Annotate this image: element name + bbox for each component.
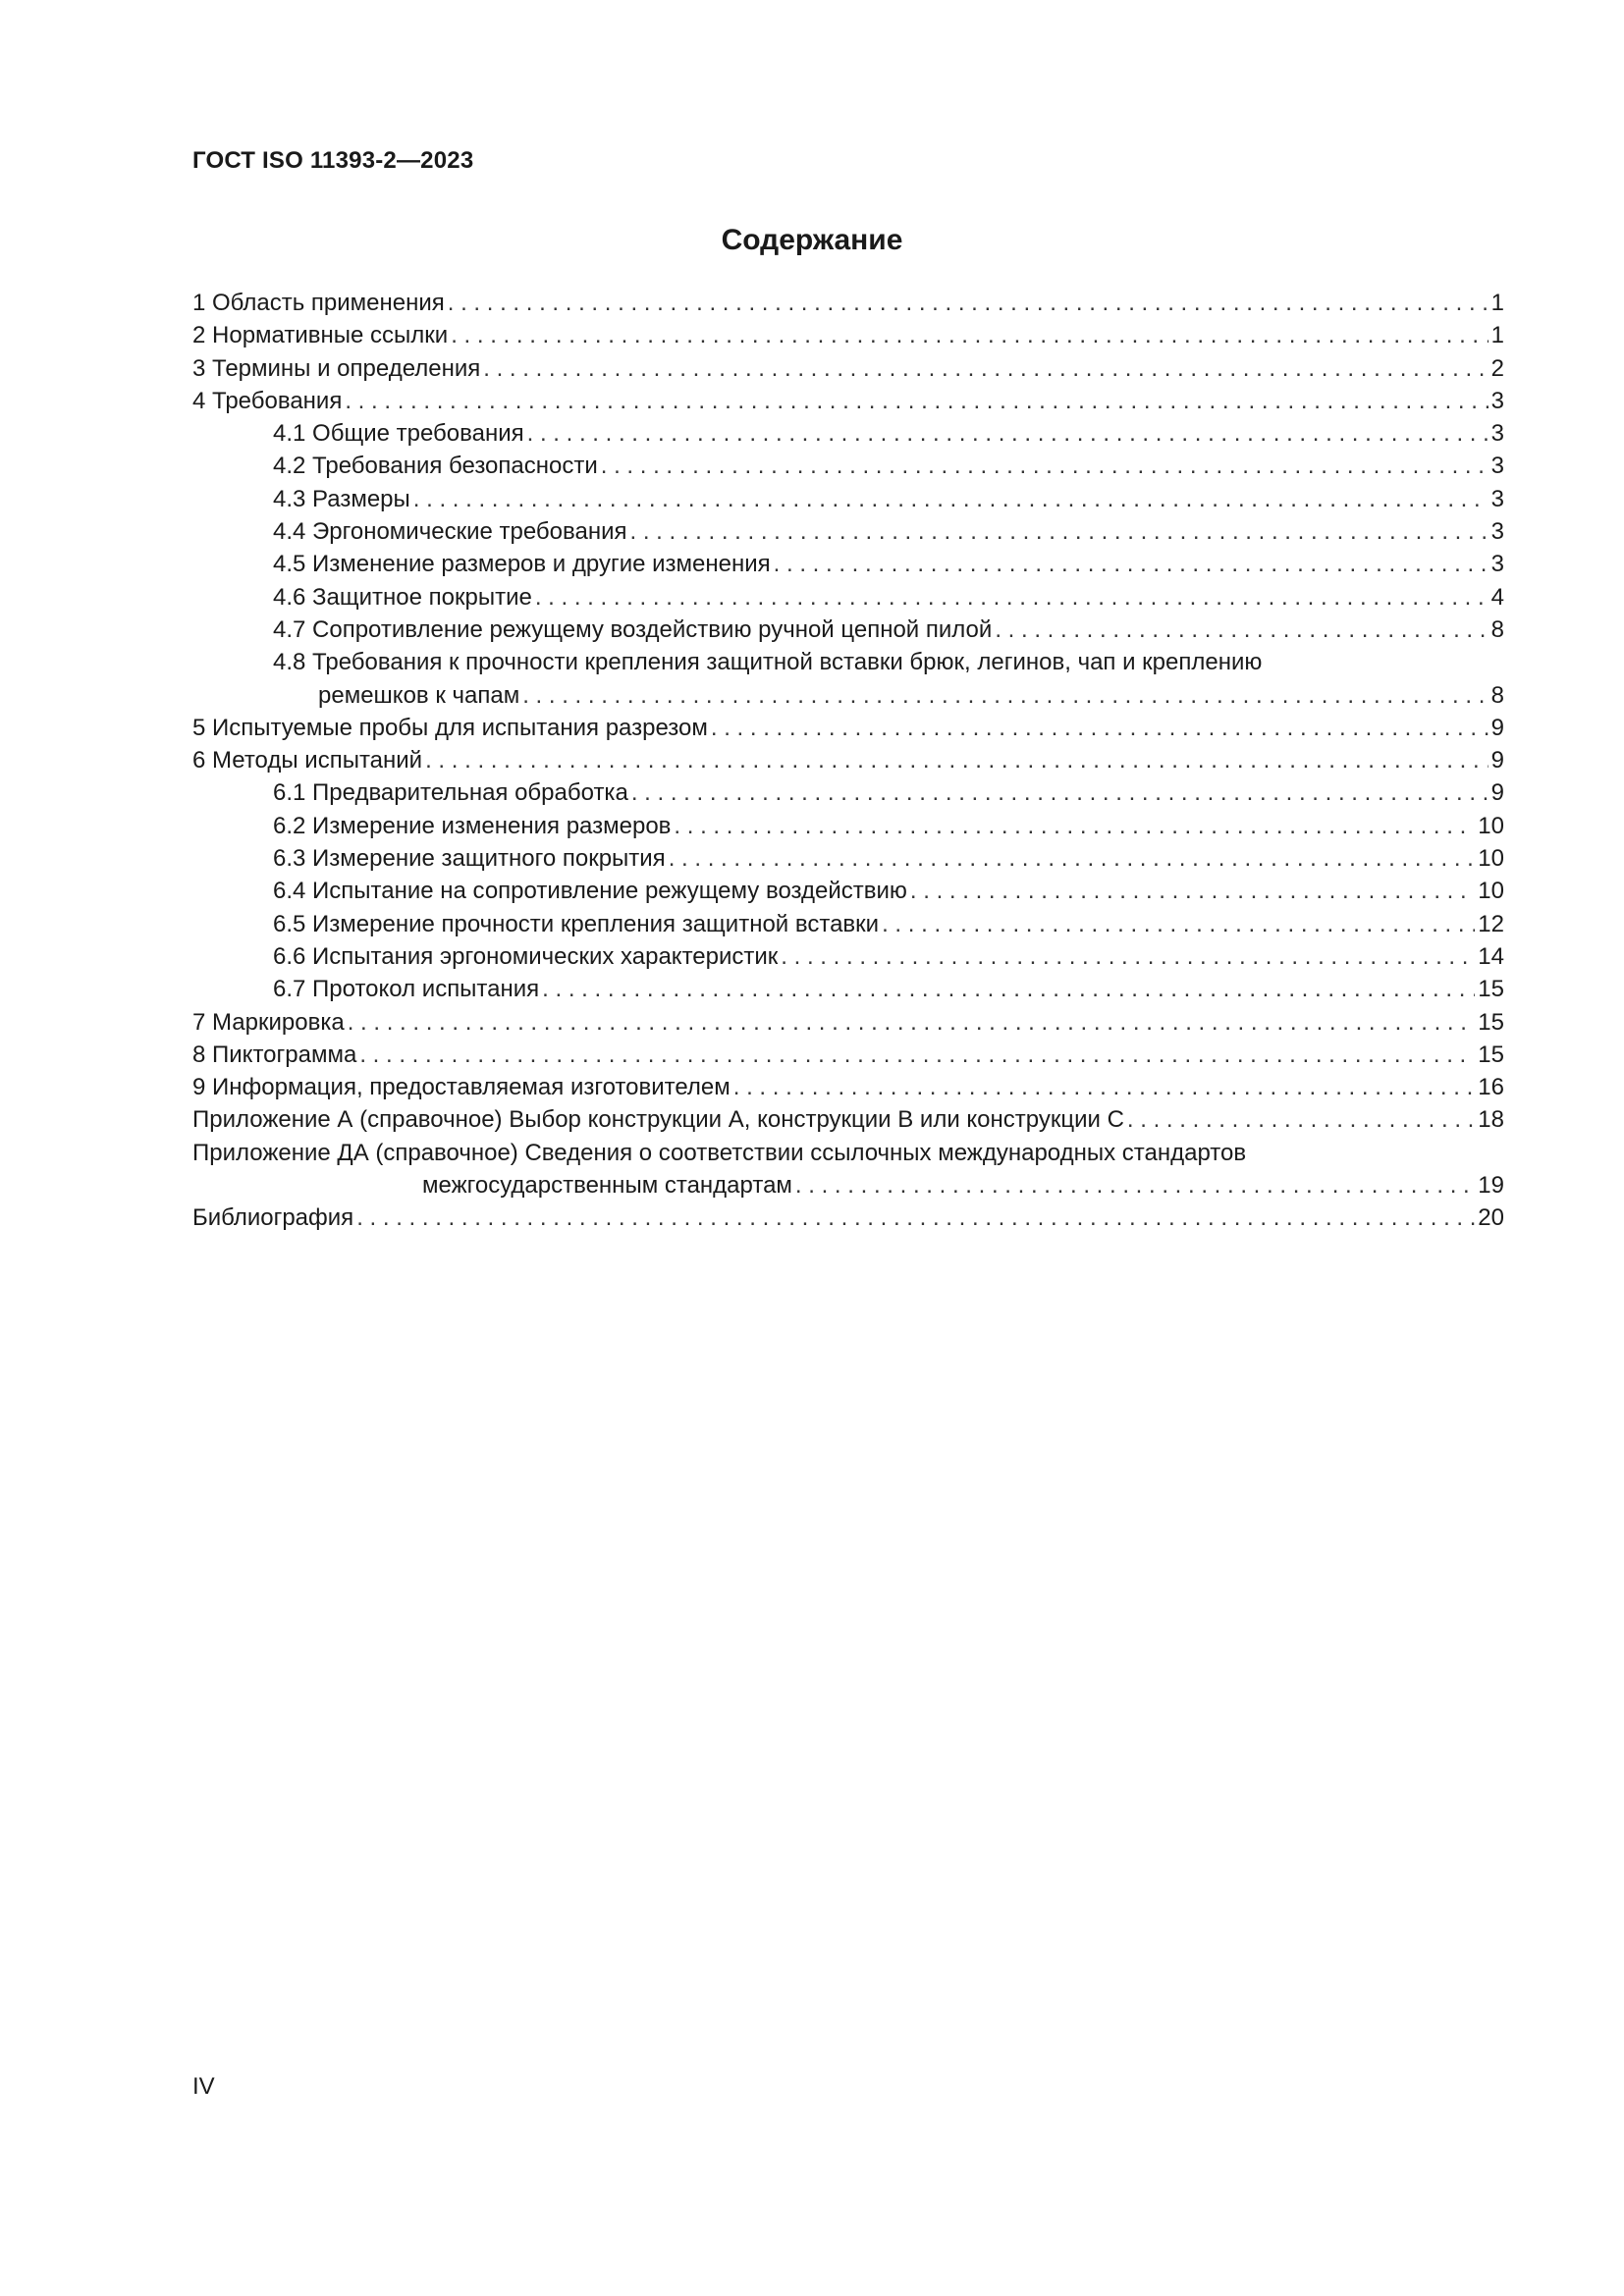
toc-entry-page: 15 [1478, 976, 1504, 1003]
toc-entry[interactable] [192, 450, 1504, 482]
toc-entry[interactable] [192, 1103, 1504, 1136]
toc-entry[interactable] [192, 614, 1504, 646]
toc-leader-dots [631, 776, 1489, 809]
toc-entry-label: 4.3 Размеры [273, 485, 410, 512]
toc-leader-dots [542, 973, 1475, 1005]
toc-entry-page: 3 [1490, 420, 1504, 448]
toc-entry-label: 6 Методы испытаний [192, 747, 423, 774]
toc-entry-page: 10 [1478, 878, 1504, 905]
toc-leader-dots [774, 548, 1489, 580]
toc-entry-label: 4 Требования [192, 387, 343, 414]
toc-entry[interactable] [192, 417, 1504, 450]
toc-title: Содержание [721, 224, 903, 256]
toc-entry-page: 3 [1490, 453, 1504, 480]
toc-entry-page: 2 [1490, 354, 1504, 382]
toc-entry-label: 5 Испытуемые пробы для испытания разрезом [192, 714, 708, 741]
toc-entry-continuation [273, 679, 1504, 712]
toc-entry-label: Приложение А (справочное) Выбор конструкции А, конструкции В или конструкции С [192, 1106, 1124, 1134]
toc-entry-label: 6.5 Измерение прочности крепления защитной вставки [273, 910, 880, 937]
toc-entry[interactable] [192, 973, 1504, 1005]
toc-entry-page: 9 [1490, 747, 1504, 774]
toc-entry[interactable] [192, 810, 1504, 842]
toc-entry-page: 14 [1478, 942, 1504, 970]
toc-leader-dots [425, 744, 1489, 776]
toc-leader-dots [669, 842, 1476, 875]
toc-entry-label: 2 Нормативные ссылки [192, 322, 449, 349]
toc-entry[interactable] [192, 712, 1504, 744]
toc-leader-dots [413, 483, 1489, 515]
toc-entry-page: 3 [1490, 551, 1504, 578]
toc-entry-page: 10 [1478, 812, 1504, 839]
toc-entry-label: Приложение ДА (справочное) Сведения о соответствии ссылочных международных стандартов [192, 1139, 1247, 1166]
toc-leader-dots [601, 450, 1489, 482]
toc-leader-dots [483, 352, 1488, 385]
toc-entry-page: 10 [1478, 845, 1504, 873]
toc-entry[interactable] [192, 548, 1504, 580]
toc-entry-label: 4.5 Изменение размеров и другие изменения [273, 551, 771, 578]
toc-entry-label: Библиография [192, 1204, 354, 1232]
toc-entry[interactable] [192, 842, 1504, 875]
toc-leader-dots [356, 1201, 1475, 1234]
toc-entry[interactable] [192, 483, 1504, 515]
toc-leader-dots [448, 287, 1489, 319]
toc-entry-page: 16 [1478, 1074, 1504, 1101]
toc-entry-label: 4.7 Сопротивление режущему воздействию ручной цепной пилой [273, 615, 993, 643]
toc-leader-dots [359, 1039, 1475, 1071]
toc-entry-label-cont: межгосударственным стандартам [422, 1172, 792, 1200]
toc-entry-page: 8 [1490, 615, 1504, 643]
toc-entry[interactable] [192, 319, 1504, 351]
toc-entry-label: 4.2 Требования безопасности [273, 453, 598, 480]
toc-leader-dots [345, 385, 1488, 417]
toc-entry-label: 1 Область применения [192, 290, 445, 316]
toc-entry-page: 12 [1478, 910, 1504, 937]
toc-entry-label: 6.6 Испытания эргономических характеристик [273, 942, 779, 970]
toc-leader-dots [781, 940, 1475, 973]
toc-entry-page: 4 [1490, 583, 1504, 611]
toc-leader-dots [1127, 1103, 1475, 1136]
toc-entry[interactable] [192, 1071, 1504, 1103]
toc-entry[interactable] [192, 515, 1504, 548]
toc-entry-label: 3 Термины и определения [192, 354, 481, 382]
toc-entry[interactable] [192, 1201, 1504, 1234]
toc-leader-dots [522, 679, 1488, 712]
toc-entry-label: 4.1 Общие требования [273, 420, 524, 448]
toc-entry[interactable] [192, 776, 1504, 809]
toc-entry-page: 20 [1478, 1204, 1504, 1232]
toc-leader-dots [882, 908, 1475, 940]
toc-entry-page: 15 [1478, 1041, 1504, 1068]
toc-entry[interactable] [192, 875, 1504, 907]
toc-entry-page: 9 [1490, 779, 1504, 807]
toc-entry-page: 19 [1478, 1172, 1504, 1200]
toc-entry-label: 8 Пиктограмма [192, 1041, 357, 1068]
toc-leader-dots [674, 810, 1475, 842]
toc-entry-page: 3 [1490, 387, 1504, 414]
toc-entry-label-cont: ремешков к чапам [318, 681, 520, 709]
document-id: ГОСТ ISO 11393-2—2023 [192, 147, 474, 174]
toc-entry[interactable] [192, 385, 1504, 417]
toc-entry-label: 6.4 Испытание на сопротивление режущему воздействию [273, 878, 907, 905]
toc-entry-page: 18 [1478, 1106, 1504, 1134]
page-number: IV [192, 2073, 215, 2100]
toc-entry-page: 3 [1490, 518, 1504, 546]
toc-entry[interactable] [192, 646, 1504, 712]
toc-entry-label: 6.1 Предварительная обработка [273, 779, 628, 807]
toc-entry-page: 8 [1490, 681, 1504, 709]
toc-entry[interactable] [192, 744, 1504, 776]
toc-leader-dots [535, 581, 1489, 614]
toc-entry[interactable] [192, 352, 1504, 385]
toc-entry[interactable] [192, 940, 1504, 973]
toc-entry-page: 3 [1490, 485, 1504, 512]
toc-entry-continuation [192, 1169, 1504, 1201]
toc-entry-page: 15 [1478, 1008, 1504, 1036]
toc-leader-dots [910, 875, 1475, 907]
toc-leader-dots [451, 319, 1488, 351]
toc-entry[interactable] [192, 287, 1504, 319]
toc-entry-label: 4.8 Требования к прочности крепления защитной вставки брюк, легинов, чап и креплению [273, 649, 1263, 676]
toc-entry-label: 9 Информация, предоставляемая изготовителем [192, 1074, 731, 1101]
toc-leader-dots [795, 1169, 1475, 1201]
toc-leader-dots [527, 417, 1489, 450]
toc-entry[interactable] [192, 1006, 1504, 1039]
toc-entry-page: 1 [1490, 322, 1504, 349]
toc-entry[interactable] [192, 581, 1504, 614]
toc-leader-dots [711, 712, 1489, 744]
toc-entry-label: 6.2 Измерение изменения размеров [273, 812, 672, 839]
toc-entry-label: 4.6 Защитное покрытие [273, 583, 532, 611]
toc-entry-page: 9 [1490, 714, 1504, 741]
toc-entry-label: 6.3 Измерение защитного покрытия [273, 845, 666, 873]
toc-entry-label: 6.7 Протокол испытания [273, 976, 540, 1003]
toc-entry[interactable] [192, 1039, 1504, 1071]
toc-leader-dots [348, 1006, 1476, 1039]
table-of-contents [192, 287, 1504, 1235]
toc-entry-label: 4.4 Эргономические требования [273, 518, 627, 546]
toc-entry-label: 7 Маркировка [192, 1008, 345, 1036]
toc-leader-dots [629, 515, 1488, 548]
toc-entry-page: 1 [1490, 290, 1504, 316]
toc-entry[interactable] [192, 1137, 1504, 1202]
toc-leader-dots [995, 614, 1488, 646]
toc-entry[interactable] [192, 908, 1504, 940]
toc-leader-dots [733, 1071, 1476, 1103]
